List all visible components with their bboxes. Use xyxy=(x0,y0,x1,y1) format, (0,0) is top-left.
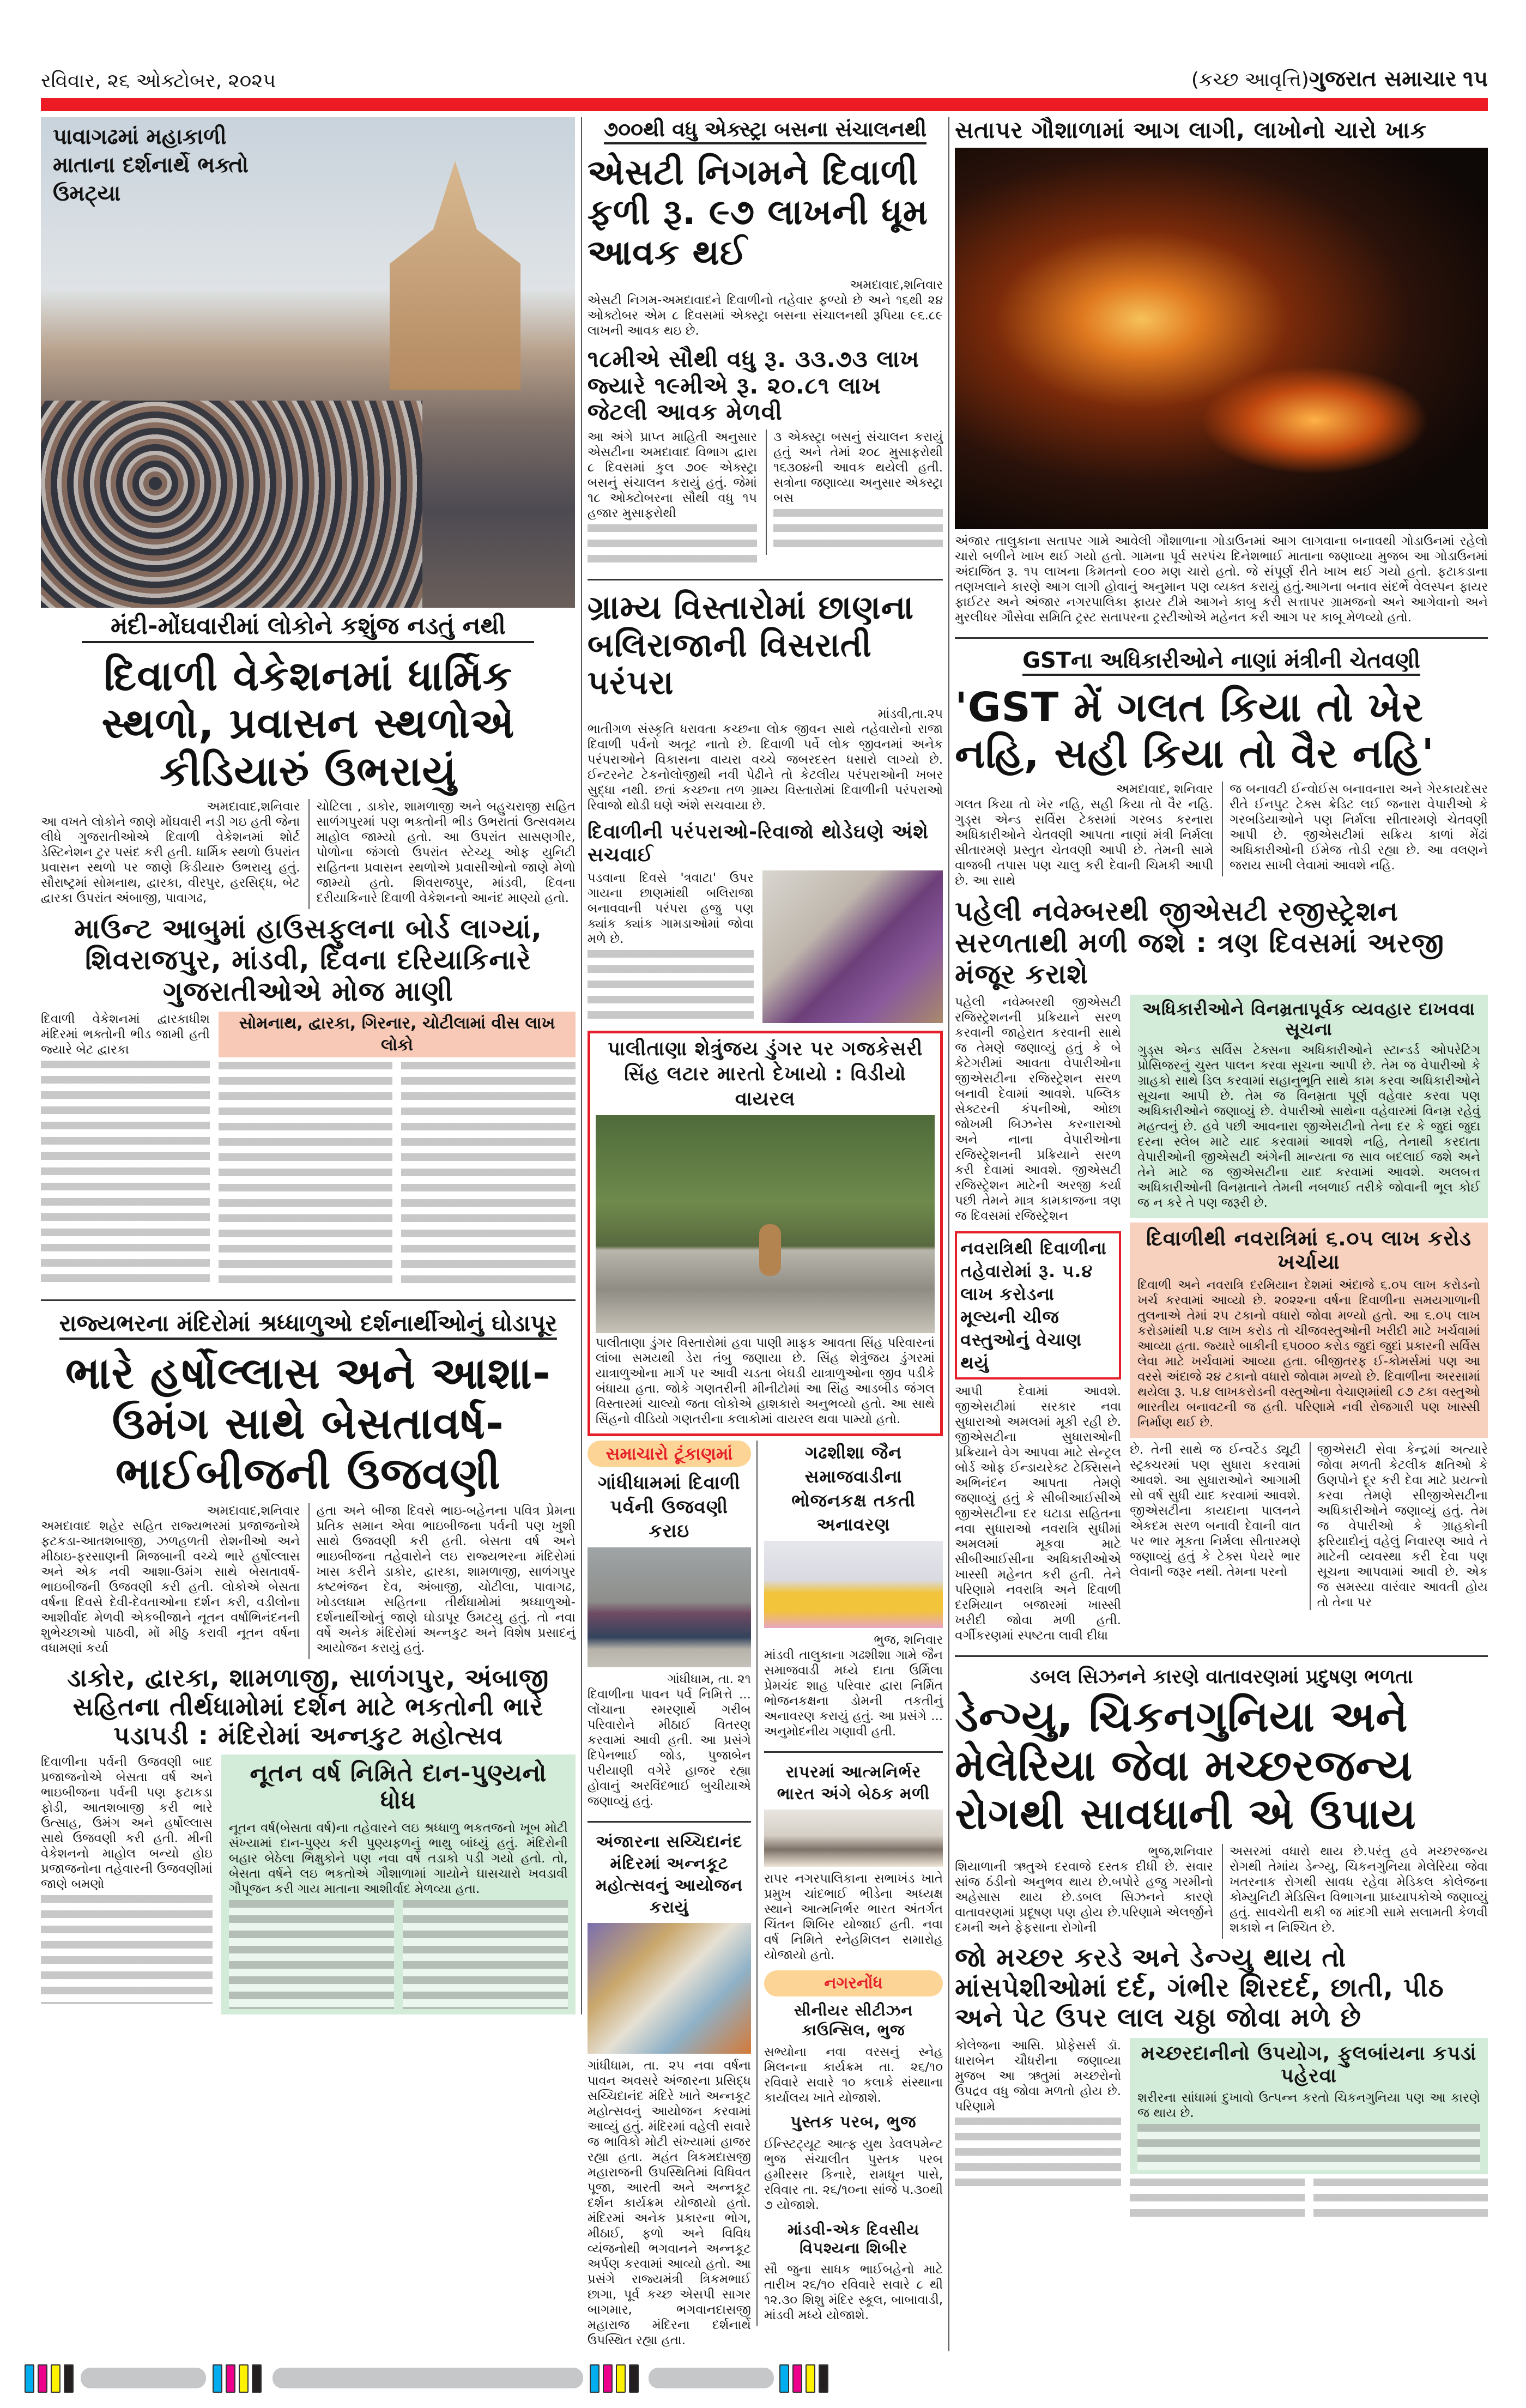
headline-gst: 'GST મેં ગલત કિયા તો ખેર નહિ, સહી કિયા તો વૈર નહિ' xyxy=(955,684,1434,778)
kicker: ડબલ સિઝનને કારણે વાતાવરણમાં પ્રદુષણ ભળતા xyxy=(1030,1665,1413,1688)
gaushala-fire-photo xyxy=(955,148,1488,529)
section-rule xyxy=(764,1751,943,1753)
story-gst-column: આપી દેવામાં આવશે. જીએસટીમાં સરકાર નવા સુધારાઓ અમલમાં મૂકી રહી છે. જીએસટીના સુધારાઓની પ્રક્રિયાને વેગ આપવા માટે સેન્ટ્રલ બોર્ડ ઓફ ઈન્ડાયરેક્ટ ટેક્સિસને અભિનંદન આપતા તેમણે જણાવ્યું હતું કે સીબીઆઈસીએ જીએસટીના દર ઘટાડા સહિતના નવા સુધારાઓ નવરાત્રિ સુધીમાં અમલમાં મૂકવા માટે સીબીઆઈસીના અધિકારીઓએ ખાસ્સી મહેનત કરી હતી. તેને પરિણામે નવરાત્રિ અને દિવાળી દરમિયાન બજારમાં ખાસ્સી ખરીદી જોવા મળી હતી. વર્ગીકરણમાં સ્પષ્ટતા લાવી દીધા xyxy=(955,1384,1122,1643)
body-text: શરીરના સાંધામાં દુખાવો ઉત્પન્ન કરતો ચિકનગુનિયા પણ આ કારણે જ થાય છે. xyxy=(1137,2091,1480,2121)
body-text-block xyxy=(41,1895,213,2004)
pavagadh-photo xyxy=(41,117,575,608)
color-swatch xyxy=(51,2364,60,2393)
story-column xyxy=(41,1754,213,2004)
subhead-dengue-symptoms: જો મચ્છર કરડે અને ડેન્ગ્યુ થાય તો માંસપેશીઓમાં દર્દ, ગંભીર શિરદર્દ, છાતી, પીઠ અને પેટ ઉપર લાલ ચઠ્ઠા જોવા મળે છે xyxy=(955,1943,1444,2034)
color-swatch xyxy=(213,2364,222,2393)
body-text: ગલત કિયા તો ખેર નહિ, સહી કિયા તો વૈર નહિ. ગુડ્સ એન્ડ સર્વિસ ટેક્સમાં ગરબડ કરનારા અધિકારીઓને ચેતવણી આપતા નાણાં મંત્રી નિર્મલા સીતારમણે પ્રસ્તુત ચેતવણી આપી છે. તેમની સામે વાજબી તપાસ પણ ચાલુ કરી દેવાની ચિમકી આપી છે. આ સાથે xyxy=(955,797,1214,888)
color-swatch xyxy=(779,2364,789,2393)
right-column xyxy=(949,117,1488,2224)
rapar-meeting-photo xyxy=(764,1810,943,1867)
photo-caption-overlay: પાવાગઢમાં મહાકાળી માતાના દર્શનાર્થે ભક્તો ઉમટ્યા xyxy=(53,124,249,206)
color-swatch xyxy=(629,2364,639,2393)
color-swatch xyxy=(25,2364,34,2393)
body-text: હતા અને બીજા દિવસે ભાઇ-બહેનના પવિત્ર પ્રેમના પ્રતિક સમાન એવા ભાઇબીજના પર્વની પણ ખુશી સાથે ઉજવણી કરી હતી. બેસતા વર્ષ અને ભાઇબીજના તહેવારોને લઇ રાજ્યભરના મંદિરોમાં ખાસ કરીને ડાકોર, દ્વારકા, શામળાજી, સાળંગપુર કષ્ટભંજન દેવ, અંબાજી, ચોટીલા, પાવાગઢ, ખોડલધામ સહિતના તીર્થધામોમાં શ્રધ્ધાળુઓ-દર્શનાર્થીઓનું જાણે ઘોડાપૂર ઉમટયુ હતું. તો નવા વર્ષે અનેક મંદિરોમાં અન્નકુટ અને વિશેષ પ્રસાદનું આયોજન કરાયું હતું. xyxy=(316,1503,576,1655)
gst-officers-box xyxy=(1130,995,1488,1218)
brief-anjar-text: ગાંધીધામ, તા. ૨૫ નવા વર્ષના પાવન અવસરે અંજારના પ્રસિદ્ધ સચ્ચિદાનંદ મંદિરે ખાતે અન્નકૂટ મહોત્સવનું આયોજન કરવામાં આવ્યું હતું. મંદિરમાં વહેલી સવારે જ ભાવિકો મોટી સંખ્યામાં હાજર રહ્યા હતા. મહંત ત્રિકમદાસજી મહારાજની ઉપસ્થિતિમાં વિધિવત પૂજા, આરતી અને અન્નકૂટ દર્શન કાર્યક્રમ યોજાયો હતો. મંદિરમાં અનેક પ્રકારના ભોગ, મીઠાઈ, ફળો અને વિવિધ વ્યંજનોથી ભગવાનને અન્નકૂટ અર્પણ કરવામાં આવ્યો હતો. આ પ્રસંગે રાજ્યમંત્રી ત્રિકમભાઈ છાગા, પૂર્વ કચ્છ એસપી સાગર બાગમાર, ભગવાનદાસજી મહારાજ મંદિરના દર્શનાર્થે ઉપસ્થિત રહ્યા હતા. xyxy=(587,2059,751,2348)
left-column xyxy=(41,117,582,2014)
story-column xyxy=(41,1012,210,1290)
note-vipassana-text: સૌ જુના સાધક ભાઈબહેનો માટે તારીખ ૨૬/૧૦ રવિવારે સવારે ૮ થી ૧૨.૩૦ શિશુ મંદિર સ્કૂલ, બાબાવાડી, માંડવી મધ્યે યોજાશે. xyxy=(764,2262,943,2322)
story-st-bus-lead xyxy=(588,277,943,342)
color-swatch xyxy=(590,2364,600,2393)
middle-column xyxy=(582,117,949,2351)
story-body xyxy=(955,995,1488,1647)
gray-bar xyxy=(272,2368,583,2388)
brief-title-gadhshisha: ગઢશીશા જૈન સમાજવાડીના ભોજનકક્ષ તકતી અનાવરણ xyxy=(791,1442,916,1535)
note-title-senior-citizen: સીનીયર સીટીઝન કાઉન્સિલ, ભુજ xyxy=(794,2001,913,2040)
body-text-block xyxy=(773,509,943,555)
gadhshisha-photo xyxy=(764,1541,943,1628)
body-text: ભાતીગળ સંસ્કૃતિ ધરાવતા કચ્છના લોક જીવન સાથે તહેવારોનો રાજા દિવાળી પર્વનો અતૂટ નાતો છે. દિવાળી પર્વે લોક જીવનમાં અનેક પરંપરાઓને વિકાસના વાયરા વચ્ચે જબરદસ્ત ધસારો લાગ્યો છે. ઈન્ટરનેટ ટેકનોલોજીથી નવી પેઢીને તો કેટલીય પરંપરાઓની ખબર સુદ્ધા નથી. છતાં કચ્છના તળ ગ્રામ્ય વિસ્તારોમાં દિવાળીની પરંપરાઓ રિવાજો થોડી ઘણે અંશે સચવાયા છે. xyxy=(587,722,943,813)
story-st-bus-cols xyxy=(588,429,943,570)
body-text-block xyxy=(1137,2124,1480,2170)
story-body xyxy=(588,870,943,1026)
color-swatch xyxy=(603,2364,613,2393)
section-rule xyxy=(41,1299,576,1301)
section-rule xyxy=(588,1821,751,1823)
baliraja-photo xyxy=(762,870,943,1023)
kicker: ૭૦૦થી વધુ એક્સ્ટ્રા બસના સંચાલનથી xyxy=(604,117,927,144)
body-text: અમદાવાદ શહેર સહિત રાજ્યભરમાં પ્રજાજનોએ ફટકડા-આતશબાજી, ઝળહળતી રોશનીઓ અને મીઠાઇ-ફરસાણની મિજબાની વચ્ચે ભારે હર્ષોલ્લાસ અને એક નવી આશા-ઉમંગ સાથે બેસતાવર્ષ-ભાઇબીજની ઉજવણી કરી હતી. લોકોએ બેસતા વર્ષના દિવસે દેવી-દેવતાઓના દર્શન કરી, વડીલોના આશીર્વાદ મેળવી એકબીજાને નૂતન વર્ષાભિનંદનની શુભેચ્છાઓ પાઠવી, મોં મીઠુ કરાવી નૂતન વર્ષના વધામણાં કર્યા xyxy=(41,1518,300,1655)
story-column xyxy=(588,870,754,1026)
headline-st-bus: એસટી નિગમને દિવાળી ફળી રૂ. ૯૭ લાખની ધૂમ આવક થઈ xyxy=(587,152,928,273)
color-swatch xyxy=(38,2364,47,2393)
body-text-block xyxy=(219,1062,392,1291)
body-text-block xyxy=(1130,2179,1304,2224)
brief-title-gandhidham: ગાંધીધામમાં દિવાળી પર્વની ઉજવણી કરાઇ xyxy=(598,1472,741,1542)
story-diwali-vacation-lead xyxy=(41,799,576,909)
body-text: કોલેજના આસિ. પ્રોફેસર્સ ડૉ. ધારાબેન ચૌધરીના જણાવ્યા મુજબ આ ઋતુમાં મચ્છરોનો ઉપદ્રવ વધુ જોવા મળતો હોય છે. પરિણામે xyxy=(955,2038,1122,2114)
page-number: ૧૫ xyxy=(1463,66,1488,92)
color-swatch xyxy=(64,2364,74,2393)
red-rule xyxy=(41,98,1488,111)
body-text: પડવાના દિવસે 'ત્રવાટા' ઉપર ગાયના છાણમાંથી બલિરાજા બનાવવાની પરંપરા હજુ પણ ક્યાંક ક્યાંક ગામડાઓમાં જોવા મળે છે. xyxy=(587,871,754,947)
gray-bar xyxy=(81,2368,206,2388)
somnath-box-title: સોમનાથ, દ્વારકા, ગિરનાર, ચોટીલામાં વીસ લાખ લોકો xyxy=(219,1012,576,1057)
body-text: માંડવી તાલુકાના ગઢશીશા ગામે જૈન સમાજવાડી મધ્યે દાતા ઉર્મિલા પ્રેમચંદ શાહ પરિવાર દ્વારા નિર્મિત ભોજનકક્ષના ડોમની તકતીનું અનાવરણ કરાયું હતું. આ પ્રસંગે ... અનુમોદનીય ગણાવી હતી. xyxy=(764,1648,943,1739)
brief-title-rapar: રાપરમાં આત્મનિર્ભર ભારત અંગે બેઠક મળી xyxy=(777,1763,930,1804)
dateline: અમદાવાદ,શનિવાર xyxy=(850,278,943,293)
color-swatch xyxy=(806,2364,815,2393)
fire-glow xyxy=(1200,366,1429,475)
anjar-temple-photo xyxy=(588,1923,751,2054)
note-title-vipassana: માંડવી-એક દિવસીય વિપશ્યના શિબીર xyxy=(787,2220,920,2257)
mosquito-net-box xyxy=(1130,2038,1488,2175)
brief-gadhshisha xyxy=(764,1632,943,1743)
fire-caption: અંજાર તાલુકાના સતાપર ગામે આવેલી ગૌશાળાના ગોડાઉનમાં આગ લાગવાના બનાવથી ગોડાઉનમાં રહેલો ચારો બળીને ખાખ થઈ ગયો હતો. ગામના પૂર્વ સરપંચ દિનેશભાઈ માતાના જણાવ્યા મુજબ આ ગોડાઉનમાં અંદાજિત રૂ. ૧૫ લાખના કિમતનો ૯૦૦ મણ ચારો હતો. જે સંપૂર્ણ રીતે ખાખ થઈ ગયો હતો. ફટાકડાના તણખલાને કારણે આગ લાગી હોવાનું અનુમાન પણ વ્યક્ત કરાયું હતું.આગના બનાવ સંદર્ભે વેલસ્પન ફાયર ફાઈટર અને અંજાર નગરપાલિકા ફાયર ટીમે આગને કાબુ કરી સત્તાપર ગ્રામજનો અને આગેવાનો અને મુરલીધર ગૌસેવા સમિતિ ટ્રસ્ટ સતાપરના ટ્રસ્ટીઓએ મહેનત કરી આગ પર કાબૂ મેળવ્યો હતો. xyxy=(955,534,1488,625)
body-text: દિવાળીના પર્વની ઉજવણી બાદ પ્રજાજનોએ બેસતા વર્ષ અને ભાઇબીજના પર્વની પણ ફટાકડા ફોડી, આતશબાજી કરી ભારે ઉત્સાહ, ઉમંગ અને હર્ષોલ્લાસ સાથે ઉજવણી કરી હતી. મીની વેકેશનનો માહોલ બન્યો હોઇ પ્રજાજનોના તહેવારની ઉજવણીમાં જાણે બમણો xyxy=(41,1754,213,1891)
color-swatch xyxy=(792,2364,802,2393)
body-text: ગુડ્સ એન્ડ સર્વિસ ટેક્સના અધિકારીઓને સ્ટાન્ડર્ડ ઓપરેટિંગ પ્રોસિજરનું ચુસ્ત પાલન કરવા સૂચના આપી છે. તેમ જ વેપારીઓ કે ગ્રાહકો સાથે ડિલ કરવામાં સહાનુભૂતિ સાથે કામ કરવા અધિકારીઓને સૂચના આપી છે. તેમ જ વિનમ્રતા પૂર્ણ વહેવાર કરવા પણ અધિકારીઓને જણાવ્યું છે. વેપારીઓ સાથેના વહેવારમાં વિનમ્ર રહેવું મહત્વનું છે. હવે પછી આવનારા જીએસટીનો તેના દર કે જુદાં જુદા દરના સ્લેબ માટે યાદ કરવામાં આવશે નહિ, તેનાથી કરદાતા વેપારીઓની જીએસટી અંગેની માન્યતા જ સાવ બદલાઈ જશે અને તેને માટે જ જીએસટીના યાદ કરવામાં આવશે. અલબત્ત અધિકારીઓની વિનમ્રતાને તેમની નબળાઈ તરીકે જોવાની ભૂલ કોઈ જ ન કરે તે પણ જરૂરી છે. xyxy=(1137,1043,1480,1210)
subhead-mount-abu: માઉન્ટ આબુમાં હાઉસફુલના બોર્ડ લાગ્યાં, શિવરાજપુર, માંડવી, દિવના દરિયાકિનારે ગુજરાતીઓએ મોજ માણી xyxy=(74,912,542,1007)
headline-baliraja: ગ્રામ્ય વિસ્તારોમાં છાણના બલિરાજાની વિસરાતી પરંપરા xyxy=(587,589,915,703)
story-body xyxy=(41,1012,576,1291)
subhead-st-bus: ૧૮મીએ સૌથી વધુ રૂ. ૩૩.૭૩ લાખ જ્યારે ૧૯મીએ રૂ. ૨૦.૮૧ લાખ જેટલી આવક મેળવી xyxy=(587,346,919,425)
story-gst-column: જીએસટી સેવા કેન્દ્રમાં અત્યારે જોવા મળતી કેટલીક ક્ષતિઓ કે ઉણપોને દૂર કરી દેવા માટે પ્રયત્નો કરવા તેમણે સીજીએસટીના અધિકારીઓને જણાવ્યું હતું. તેમ જ વેપારીઓ કે ગ્રાહકોની ફરિયાદોનું વહેલું નિવારણ આવે તે માટેની વ્યવસ્થા કરી દેવા પણ સૂચના આપવામાં આવી છે. એક જ સમસ્યા વારંવાર આવતી હોય તો તેના પર xyxy=(1310,1442,1488,1610)
gst-box-title: અધિકારીઓને વિનમ્રતાપૂર્વક વ્યવહાર દાખવવા સૂચના xyxy=(1142,998,1475,1039)
subhead-baliraja: દિવાળીની પરંપરાઓ-રિવાજો થોડેઘણે અંશે સચવાઈ xyxy=(587,821,929,866)
masthead xyxy=(0,0,1526,117)
story-body xyxy=(41,1754,576,2014)
page-date: રવિવાર, ૨૬ ઓક્ટોબર, ૨૦૨૫ xyxy=(41,70,276,92)
body-text-block xyxy=(401,1062,575,1291)
brief-title-anjar: અંજારના સચ્ચિદાનંદ મંદિરમાં અન્નકૂટ મહોત્સવનું આયોજન કરાયું xyxy=(595,1832,743,1917)
dateline: ભુજ,શનિવાર xyxy=(1148,1844,1214,1859)
charity-box-title: નૂતન વર્ષ નિમિતે દાન-પુણ્યનો ધોધ xyxy=(250,1759,547,1815)
briefs xyxy=(588,1441,943,2351)
dateline: અમદાવાદ,શનિવાર xyxy=(207,799,300,814)
story-gst-lead xyxy=(955,782,1488,892)
headline-satapar-fire: સતાપર ગૌશાળામાં આગ લાગી, લાખોનો ચારો ખાક xyxy=(955,117,1427,143)
body-text: ચોટિલા , ડાકોર, શામળાજી અને બહુચરાજી સહિત સાળંગપુરમાં પણ ભક્તોની ભીડ ઉભરાતાં ઉત્સવમય માહોલ જામ્યો હતો. આ ઉપરાંત સાસણગીર, પોળોના જંગલો ઉપરાંત સ્ટેચ્યૂ ઓફ યુનિટી સહિતના પ્રવાસન સ્થળોએ પ્રવાસીઓનો જાણે મેળો જામ્યો હતો. શિવરાજપુર, માંડવી, દિવના દરીયાકિનારે દિવાળી વેકેશનનો આનંદ માણ્યો હતો. xyxy=(316,799,576,905)
dateline: અમદાવાદ, શનિવાર xyxy=(1116,782,1214,797)
spending-box xyxy=(1130,1223,1488,1438)
section-rule xyxy=(955,1655,1488,1657)
palitana-lion-box xyxy=(588,1031,943,1436)
story-baliraja-lead xyxy=(588,706,943,816)
dateline: અમદાવાદ,શનિવાર xyxy=(207,1503,300,1518)
body-text: શિયાળાની ઋતુએ દરવાજે દસ્તક દીધી છે. સવાર સાંજ ઠંડીનો અનુભવ થાય છે.બપોરે હજુ ગરમીનો અહેસાસ થાય છે.ડબલ સિઝનને કારણે વાતાવરણમાં પ્રદૂષણ પણ હોય છે.પરિણામે એલર્જીને દમની અને ફેફસાના રોગોની xyxy=(955,1860,1214,1935)
body-text-block xyxy=(1313,2179,1488,2224)
news-in-brief-label: સમાચારો ટૂંકાણમાં xyxy=(588,1441,751,1467)
mosquito-box-title: મચ્છરદાનીનો ઉપયોગ, ફુલબાંયના કપડાં પહેરવા xyxy=(1141,2042,1477,2087)
dateline: માંડવી,તા.૨૫ xyxy=(877,707,943,722)
briefs-left xyxy=(588,1441,751,2351)
spending-box-title: દિવાળીથી નવરાત્રિમાં ૬.૦૫ લાખ કરોડ ખર્ચાયા xyxy=(1146,1226,1472,1274)
story-column xyxy=(955,2038,1121,2194)
body-text: અસરમાં વધારો થાય છે.પરંતુ હવે મચ્છરજન્ય રોગથી તેમાંય ડેન્ગ્યુ, ચિકનગુનિયા મેલેરિયા જેવા ખતરનાક રોગથી સાવધ રહેવા મેડિકલ કોલેજના કોમ્યુનિટી મેડિસિન વિભાગના પ્રાધ્યાપકોએ જણાવ્યું હતું. સાવચેતી થકી જ માંદગી સામે સલામતી કેળવી શકાશે ન નિશ્ચિત છે. xyxy=(1230,1844,1488,1935)
subhead-gst-registration: પહેલી નવેમ્બરથી જીએસટી રજીસ્ટ્રેશન સરળતાથી મળી જશે : ત્રણ દિવસમાં અરજી મંજૂર કરાશે xyxy=(955,896,1445,990)
charity-box xyxy=(221,1754,576,2014)
color-swatch xyxy=(616,2364,626,2393)
headline-new-year: ભારે હર્ષોલ્લાસ અને આશા- ઉમંગ સાથે બેસતાવર્ષ-ભાઈબીજની ઉજવણી xyxy=(65,1347,551,1499)
gandhidham-photo xyxy=(588,1547,751,1667)
note-title-pustak-parab: પુસ્તક પરબ, ભુજ xyxy=(790,2113,917,2132)
dateline: ગાંધીધામ, તા. ૨૧ xyxy=(667,1672,751,1687)
briefs-right xyxy=(756,1441,943,2326)
section-rule xyxy=(588,579,943,580)
color-swatch xyxy=(819,2364,828,2393)
page-columns xyxy=(41,117,1488,2351)
body-text: નૂતન વર્ષ(બેસતા વર્ષ)ના તહેવારને લઇ શ્રધ્ધાળુ ભકતજનો ખૂબ મોટી સંખ્યામાં દાન-પુણ્ય કરી પુણ્યફળનું ભાથુ બાંધ્યું હતું. મંદિરોની બહાર બેઠેલા ભિક્ષુકોને પણ નવા વર્ષે તડાકો પડી ગયો હતો. તો, બેસતા વર્ષને લઇ ભકતોએ ગૌશાળામાં ગાયોને ઘાસચારો ખવડાવી ગૌપૂજન કરી ગાય માતાના આશીર્વાદ મેળવ્યા હતા. xyxy=(229,1820,568,1896)
body-text: દિવાળી વેકેશનમાં દ્વારકાધીશ મંદિરમાં ભક્તોની ભીડ જામી હતી જ્યારે બેટ દ્વારકા xyxy=(41,1012,210,1057)
subhead-pilgrimage: ડાકોર, દ્વારકા, શામળાજી, સાળંગપુર, અંબાજી સહિતના તીર્થધામોમાં દર્શન માટે ભકતોની ભારે પડાપડી : મંદિરોમાં અન્નકુટ મહોત્સવ xyxy=(67,1662,549,1750)
dateline: ભુજ, શનિવાર xyxy=(874,1633,943,1648)
kicker: રાજ્યભરના મંદિરોમાં શ્રધ્ધાળુઓ દર્શનાર્થીઓનું ઘોડાપૂર xyxy=(59,1310,558,1339)
crowd-shape xyxy=(41,401,422,608)
color-swatch xyxy=(252,2364,262,2393)
palitana-box-text: પાલીતાણા ડુંગર વિસ્તારોમાં હવા પાણી માફક આવતા સિંહ પરિવારનાં લાંબા સમયથી ડેરા તંબુ જણાયા છે. સિંહ શેત્રુંજય ડુંગરમાં યાત્રાળુઓના માર્ગ પર આવી ચડતા બેઘડી યાત્રાળુઓના જીવ પડીકે બંધાયા હતા. જોકે ગણતરીની મીનીટોમાં આ સિંહ આડબીડ જંગલ વિસ્તારમાં ચાલ્યો જતા લોકોએ હાશકારો અનુભવ્યો હતો. આ સાથે સિંહનો વીડિયો ગણતરીના કલાકોમાં વાયરલ થવા પામ્યો હતો. xyxy=(595,1336,935,1427)
newspaper-name: ગુજરાત સમાચાર xyxy=(1309,66,1457,92)
lion-shape xyxy=(759,1224,781,1276)
body-text-block xyxy=(955,2117,1121,2194)
note-pustak-parab-text: ઈન્સ્ટિટ્યૂટ આત્ફ યુથ ડેવલપમેન્ટ ભુજ સંચાલીત પુસ્તક પરબ હમીરસર કિનારે, રામધૂન પાસે, રવિવાર તા. ૨૬/૧૦ના સાંજે ૫.૩૦થી ૭ યોજાશે. xyxy=(764,2137,943,2212)
brief-rapar-text: રાપર નગરપાલિકાના સભાખંડ ખાતે પ્રમુખ ચાંદભાઈ ભીડેના અધ્યક્ષ સ્થાને આત્મનિર્ભર ભારત અંતર્ગત ચિંતન શિબિર યોજાઈ હતી. નવા વર્ષ નિમિતે સ્નેહમિલન સમારોહ યોજાયો હતો. xyxy=(764,1872,943,1963)
folio xyxy=(1191,66,1488,92)
palitana-box-title: પાલીતાણા શેત્રુંજય ડુંગર પર ગજકેસરી સિંહ લટાર મારતો દેખાયો : વિડીયો વાયરલ xyxy=(607,1038,923,1111)
edition-label: (કચ્છ આવૃત્તિ) xyxy=(1191,69,1309,91)
gray-bar xyxy=(649,2368,774,2388)
temple-shape xyxy=(346,161,564,390)
story-gst-column: છે. તેની સાથે જ ઈન્વર્ટેડ ડ્યૂટી સ્ટ્રક્ચરમાં પણ સુધારા કરવામાં આવશે. આ સુધારાઓને આગામી સો વર્ષ સુધી યાદ કરવામાં આવશે. જીએસટીના કાયદાના પાલનને એકદમ સરળ બનાવી દેવાની વાત પર ભાર મૂકતા નિર્મલા સીતારમણે જણાવ્યું હતું કે ટેક્સ પેયરે ભાર લેવાની જરૂર નથી. તેમના પરનો xyxy=(1130,1442,1301,1579)
story-mosquito-lead xyxy=(955,1844,1488,1939)
body-text: દિવાળી અને નવરાત્રિ દરમિયાન દેશમાં અંદાજે ૬.૦૫ લાખ કરોડનો ખર્ચ કરવામાં આવ્યો છે. ૨૦૨૨ના વર્ષના દિવાળીના સમયગાળાની તુલનાએ તેમાં ૨૫ ટકાનો વધારો જોવા મળ્યો હતો. આ ૬.૦૫ લાખ કરોડમાંથી ૫.૪ લાખ કરોડ તો ચીજવસ્તુઓની ખરીદી માટે ખર્ચવામાં આવ્યા હતા. જ્યારે બાકીની ૬૫૦૦૦ કરોડ જુદાં જુદાં પ્રકારની સર્વિસ લેવા માટે ખર્ચવામાં આવ્યા હતા. બીજીતરફ ઈ-કોમર્સમાં પણ આ વરસે અંદાજે ૨૪ ટકાનો વધારો જોવામ મળ્યો છે. દિવાળીના અરસામાં થયેલા રૂ. ૫.૪ લાખકરોડની વસ્તુઓના વેચાણમાંથી ૮૭ ટકા વસ્તુઓ ભારતીય બનાવટની જ હતી. પરિણામે નવી રોજગારી પણ ખાસ્સી નિર્માણ થઈ છે. xyxy=(1137,1278,1480,1430)
headline-diwali-vacation: દિવાળી વેકેશનમાં ધાર્મિક સ્થળો, પ્રવાસન સ્થળોએ કીડિયારું ઉભરાયું xyxy=(101,651,515,795)
kicker: GSTના અધિકારીઓને નાણાં મંત્રીની ચેતવણી xyxy=(1022,648,1420,676)
kicker: મંદી-મોંઘવારીમાં લોકોને કશુંજ નડતું નથી xyxy=(82,612,534,643)
body-text-block xyxy=(588,950,754,1026)
note-senior-citizen-text: સભ્યોના નવા વરસનું સ્નેહ મિલનના કાર્યક્રમ તા. ૨૬/૧૦ રવિવારે સવારે ૧૦ કલાકે સંસ્થાના કાર્યાલય ખાતે યોજાશે. xyxy=(764,2045,943,2106)
headline-mosquito: ડેન્ગ્યુ, ચિકનગુનિયા અને મેલેરિયા જેવા મચ્છરજન્ય રોગથી સાવધાની એ ઉપાય xyxy=(955,1692,1416,1840)
body-text-block xyxy=(229,1900,394,2009)
body-text-block xyxy=(588,524,757,570)
section-rule xyxy=(955,637,1488,639)
body-text: જ બનાવટી ઈન્વોઈસ બનાવનારા અને ગેરકાયદેસર રીતે ઈનપુટ ટેક્સ ક્રેડિટ લઈ જનારા વેપારીઓ કે ગરબડિયાઓને પણ નિર્મલા સીતારમણે ચેતવણી આપી છે. જીએસટીમાં સક્રિય કાળાં મેંઢાં અધિકારીઓની ઈમેજ તોડી રહ્યા છે. આ વલણને જરાય સાખી લેવામાં આવશે નહિ. xyxy=(1230,782,1488,873)
body-text: આ અંગે પ્રાપ્ત માહિતી અનુસાર એસટીના અમદાવાદ વિભાગ દ્વારા ૮ દિવસમાં કુલ ૭૦૯ એક્સ્ટ્રા બસનું સંચાલન કરાયું હતું. જેમાં ૧૮ ઓક્ટોબરના સૌથી વધુ ૧૫ હજાર મુસાફરોથી xyxy=(587,430,757,521)
body-text: આ વખતે લોકોને જાણે મોંઘવારી નડી ગઇ હતી જેના લીધે ગુજરાતીઓએ દિવાળી વેકેશનમાં શોર્ટ ડેસ્ટિનેશન ટુર પસંદ કરી હતી. ધાર્મિક સ્થળો ઉપરાંત પ્રવાસન સ્થળો પર જાણે કિડીયારુ ઉભરાયુ હતું. સૌરાષ્ટ્રમાં સોમનાથ, દ્વારકા, વીરપુર, હરસિદ્ધ, બેટ દ્વારકા ઉપરાંત અંબાજી, પાવાગઢ, xyxy=(41,814,300,905)
body-text: ૩ એક્સ્ટ્રા બસનું સંચાલન કરાયું હતું અને તેમાં ૨૦૮ મુસાફરોથી ૧૬૩૦૪ની આવક થયેલી હતી. સત્રોના જણાવ્યા અનુસાર એક્સ્ટ્રા બસ xyxy=(773,430,943,506)
body-text: દિવાળીના પાવન પર્વ નિમિત્તે ... લોંચાના સ્મરણાર્થે ગરીબ પરિવારોને મીઠાઈ વિતરણ કરવામાં આવી હતી. આ પ્રસંગે દિપેનભાઈ જોડ, પુજાબેન પરીયાણી વગેરે હાજર રહ્યા હોવાનું અરવિંદભાઈ બુચીયાએ જણાવ્યું હતું. xyxy=(587,1687,751,1809)
story-body xyxy=(955,2038,1488,2225)
navratri-box-title: નવરાત્રિથી દિવાળીના તહેવારોમાં રૂ. ૫.૪ લાખ કરોડના મૂલ્યની ચીજ વસ્તુઓનું વેચાણ થયું xyxy=(960,1237,1107,1373)
city-notes-label: નગરનોંધ xyxy=(764,1970,943,1996)
body-text-block xyxy=(41,1061,210,1290)
print-color-marks xyxy=(0,2359,1526,2408)
color-swatch xyxy=(226,2364,235,2393)
navratri-sales-box xyxy=(955,1231,1121,1380)
body-text-block xyxy=(403,1900,568,2009)
brief-gandhidham xyxy=(588,1672,751,1812)
lion-photo xyxy=(596,1115,935,1333)
body-text: એસટી નિગમ-અમદાવાદને દિવાળીનો તહેવાર ફળ્યો છે અને ૧૬થી ૨૪ ઓક્ટોબર એમ ૮ દિવસમાં એક્સ્ટ્રા બસના સંચાલનથી રૂપિયા ૯૬.૮૯ લાખની આવક થઇ છે. xyxy=(587,293,943,338)
color-swatch xyxy=(239,2364,249,2393)
story-gst-column: પહેલી નવેમ્બરથી જીએસટી રજિસ્ટ્રેશનની પ્રક્રિયાને સરળ કરવાની જાહેરાત કરવાની સાથે જ તેમણે જણાવ્યું હતું કે બે કેટેગરીમાં આવતા વેપારીઓના જીએસટીના રજિસ્ટ્રેશન સરળ બનાવી દેવામાં આવશે. પબ્લિક સેક્ટરની કંપનીઓ, ઓછા જોખમી બિઝનેસ કરનારાઓ અને નાના વેપારીઓના રજિસ્ટ્રેશનની પ્રક્રિયાને સરળ કરી દેવામાં આવશે. જીએસટી રજિસ્ટ્રેશન માટેની અરજી કર્યા પછી તેમને માત્ર કામકાજના ત્રણ જ દિવસમાં રજિસ્ટ્રેશન xyxy=(955,995,1122,1223)
story-new-year-lead xyxy=(41,1503,576,1659)
